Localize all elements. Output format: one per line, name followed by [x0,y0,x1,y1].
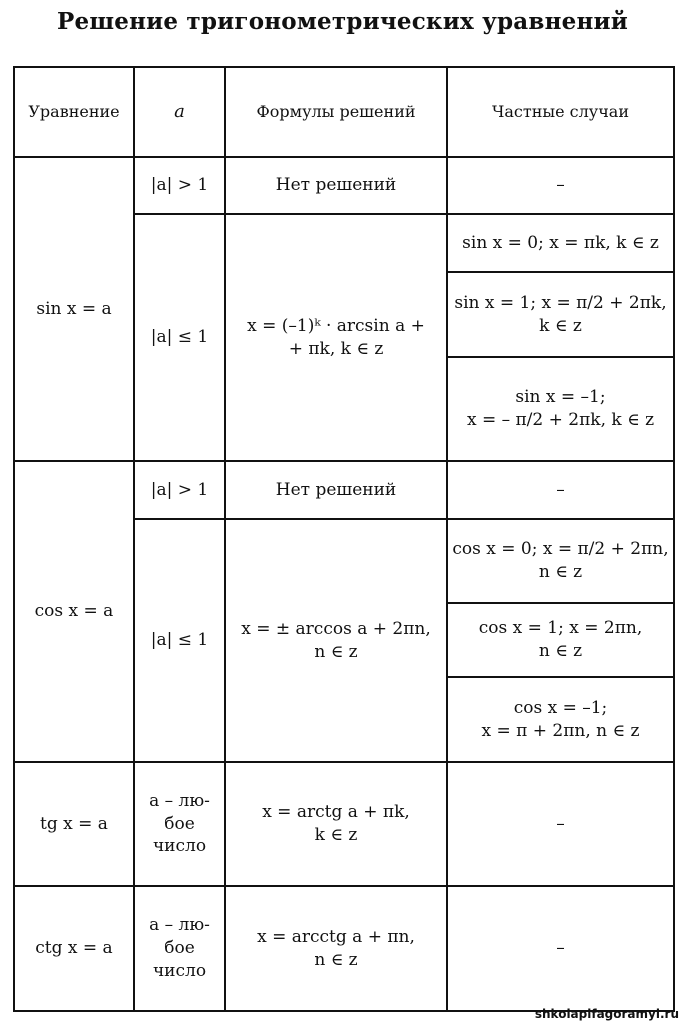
header-formulas: Формулы решений [225,67,447,157]
tg-dash: – [447,762,674,886]
sin-formula [225,214,447,461]
table-row [14,157,674,214]
tg-formula-line-2: k ∈ z [314,825,358,845]
ctg-a-line-3: число [152,960,207,981]
sin-case-2-line-1: sin x = 1; x = π/2 + 2πk, [454,292,667,313]
cos-case-2-line-1: cos x = 1; x = 2πn, [478,618,643,639]
cos-case-1 [447,519,674,603]
sin-formula-line-1: x = (–1)ᵏ · arcsin a + [247,315,425,336]
tg-a-line-3: число [152,836,207,857]
cos-case-1-line-2: n ∈ z [538,562,583,582]
header-row [14,67,674,157]
tg-formula [225,762,447,886]
header-equation: Уравнение [14,67,134,157]
ctg-formula-line-2: n ∈ z [314,949,358,970]
sin-equation: sin x = a [14,157,134,461]
cos-formula-line-2: n ∈ z [314,641,358,662]
cos-cond-le: |a| ≤ 1 [134,519,225,762]
cos-case-3-line-1: cos x = –1; [513,697,608,718]
cos-case-2-line-2: n ∈ z [538,641,583,661]
header-special-cases: Частные случаи [447,67,674,157]
sin-case-2-line-2: k ∈ z [539,315,582,336]
ctg-formula [225,886,447,1011]
ctg-equation: ctg x = a [14,886,134,1011]
tg-a-line-2: бое [164,813,195,834]
sin-case-1: sin x = 0; x = πk, k ∈ z [447,214,674,272]
cos-formula-line-1: x = ± arccos a + 2πn, [241,618,431,639]
watermark: shkolapifagoramyl.ru [534,1007,679,1021]
page-title: Решение тригонометрических уравнений [57,8,628,35]
cos-no-solution: Нет решений [225,461,447,519]
sin-no-solution: Нет решений [225,157,447,214]
sin-case-3-line-1: sin x = –1; [515,387,606,408]
ctg-a [134,886,225,1011]
sin-cond-gt: |a| > 1 [134,157,225,214]
tg-equation: tg x = a [14,762,134,886]
ctg-a-line-1: a – лю- [149,915,210,936]
ctg-formula-line-1: x = arcctg a + πn, [257,926,415,947]
cos-case-3 [447,677,674,762]
cos-equation: cos x = a [14,461,134,762]
tg-a [134,762,225,886]
sin-cond-le: |a| ≤ 1 [134,214,225,461]
table-row [14,461,674,519]
cos-case-2 [447,603,674,677]
sin-case-2 [447,272,674,357]
ctg-a-line-2: бое [164,938,195,959]
cos-case-3-line-2: x = π + 2πn, n ∈ z [481,720,640,741]
header-a: a [134,67,225,157]
table-row [14,762,674,886]
cos-dash: – [447,461,674,519]
sin-case-3-line-2: x = – π/2 + 2πk, k ∈ z [466,410,655,430]
sin-dash: – [447,157,674,214]
cos-formula [225,519,447,762]
table-row [14,886,674,1011]
ctg-dash: – [447,886,674,1011]
tg-a-line-1: a – лю- [149,790,210,811]
cos-cond-gt: |a| > 1 [134,461,225,519]
trig-equations-table [13,66,675,1012]
sin-case-3 [447,357,674,461]
tg-formula-line-1: x = arctg a + πk, [262,802,410,823]
cos-case-1-line-1: cos x = 0; x = π/2 + 2πn, [452,539,669,560]
sin-formula-line-2: + πk, k ∈ z [288,338,384,359]
